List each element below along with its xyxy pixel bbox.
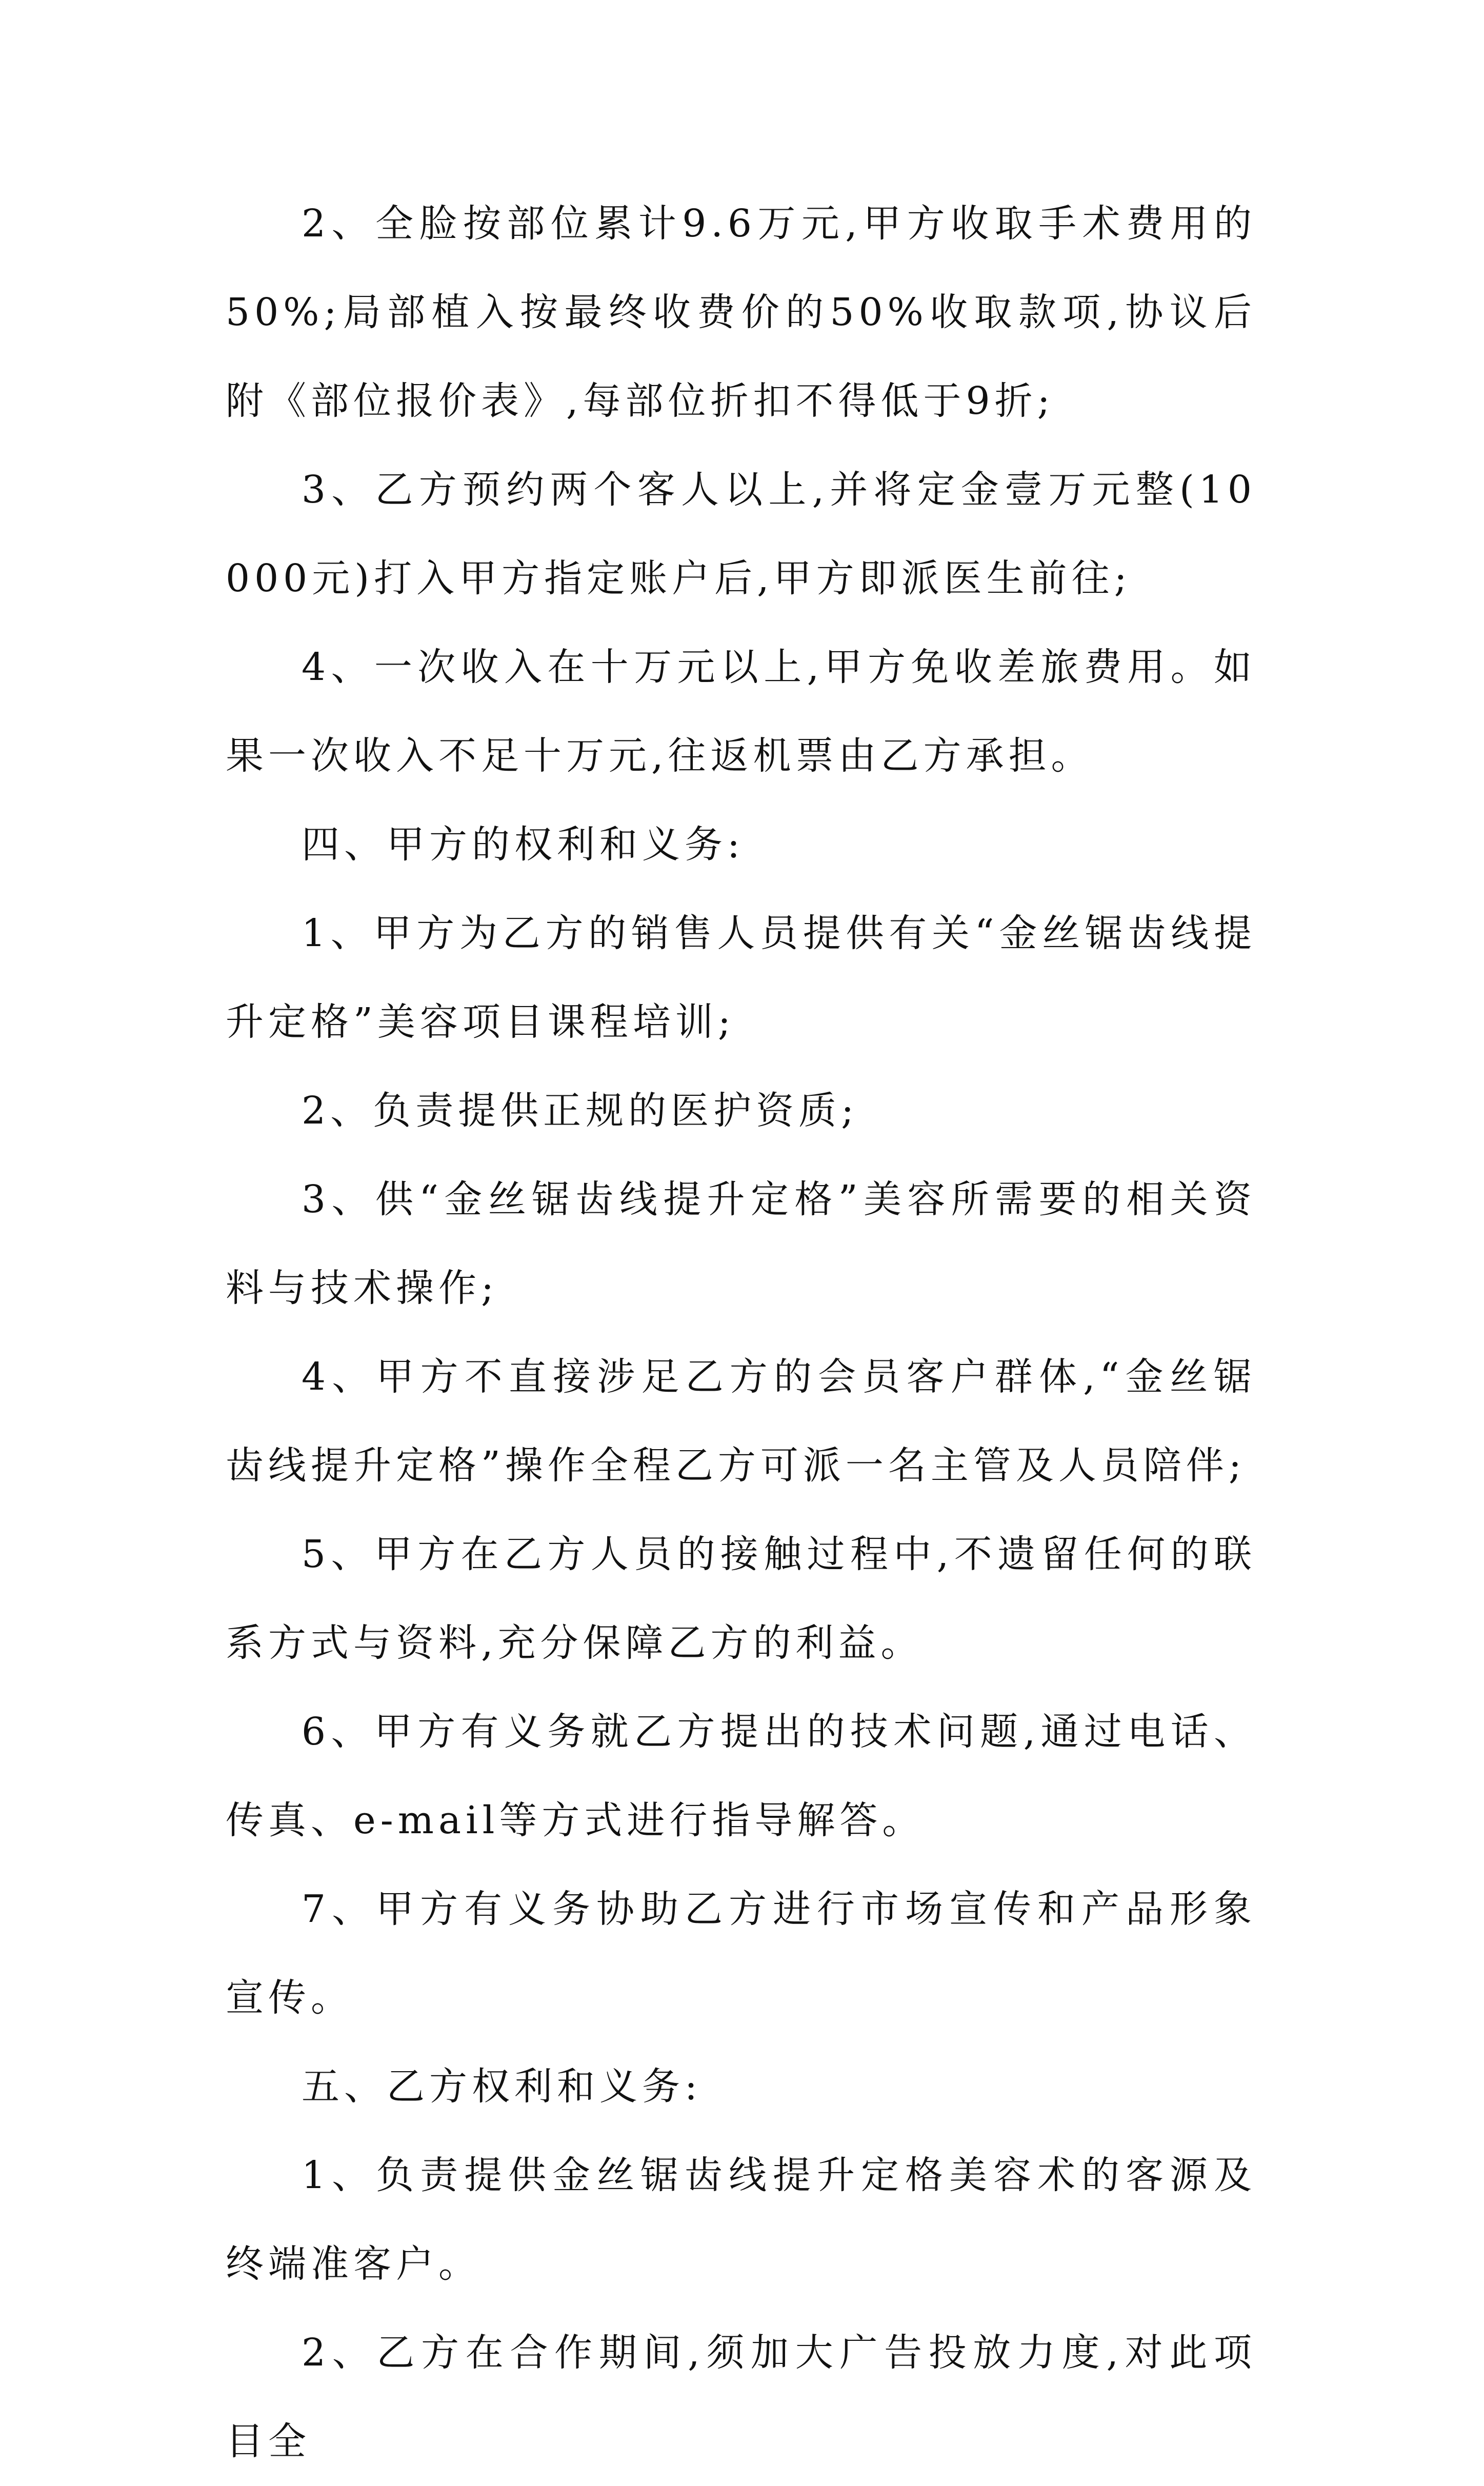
paragraph-party-b-clients: 1、负责提供金丝锯齿线提升定格美容术的客源及终端准客户。 [226, 2153, 1256, 2286]
paragraph-pricing-full-face: 2、全脸按部位累计9.6万元,甲方收取手术费用的50%;局部植入按最终收费价的50%收取款项,协议后附《部位报价表》,每部位折扣不得低于9折; [226, 202, 1256, 423]
paragraph-party-a-qualification: 2、负责提供正规的医护资质; [302, 1089, 859, 1133]
paragraph-party-a-marketing: 7、甲方有义务协助乙方进行市场宣传和产品形象宣传。 [226, 1887, 1256, 2020]
paragraph-travel-expense: 4、一次收入在十万元以上,甲方免收差旅费用。如果一次收入不足十万元,往返机票由乙方承担。 [226, 645, 1256, 778]
paragraph-party-a-training: 1、甲方为乙方的销售人员提供有关“金丝锯齿线提升定格”美容项目课程培训; [226, 911, 1256, 1044]
paragraph-party-a-confidentiality: 5、甲方在乙方人员的接触过程中,不遗留任何的联系方式与资料,充分保障乙方的利益。 [226, 1532, 1256, 1665]
document-body [226, 179, 1256, 2486]
paragraph-party-a-materials: 3、供“金丝锯齿线提升定格”美容所需要的相关资料与技术操作; [226, 1177, 1256, 1310]
section-heading-party-a-rights: 四、甲方的权利和义务: [302, 823, 745, 867]
paragraph-party-b-advertising: 2、乙方在合作期间,须加大广告投放力度,对此项目全 [226, 2331, 1256, 2463]
paragraph-deposit: 3、乙方预约两个客人以上,并将定金壹万元整(10000元)打入甲方指定账户后,甲方即派医生前往; [226, 468, 1256, 600]
section-heading-party-b-rights: 五、乙方权利和义务: [302, 2064, 702, 2109]
paragraph-party-a-clients: 4、甲方不直接涉足乙方的会员客户群体,“金丝锯齿线提升定格”操作全程乙方可派一名主管及人员陪伴; [226, 1355, 1256, 1488]
paragraph-party-a-support: 6、甲方有义务就乙方提出的技术问题,通过电话、传真、e-mail等方式进行指导解答。 [226, 1710, 1256, 1842]
